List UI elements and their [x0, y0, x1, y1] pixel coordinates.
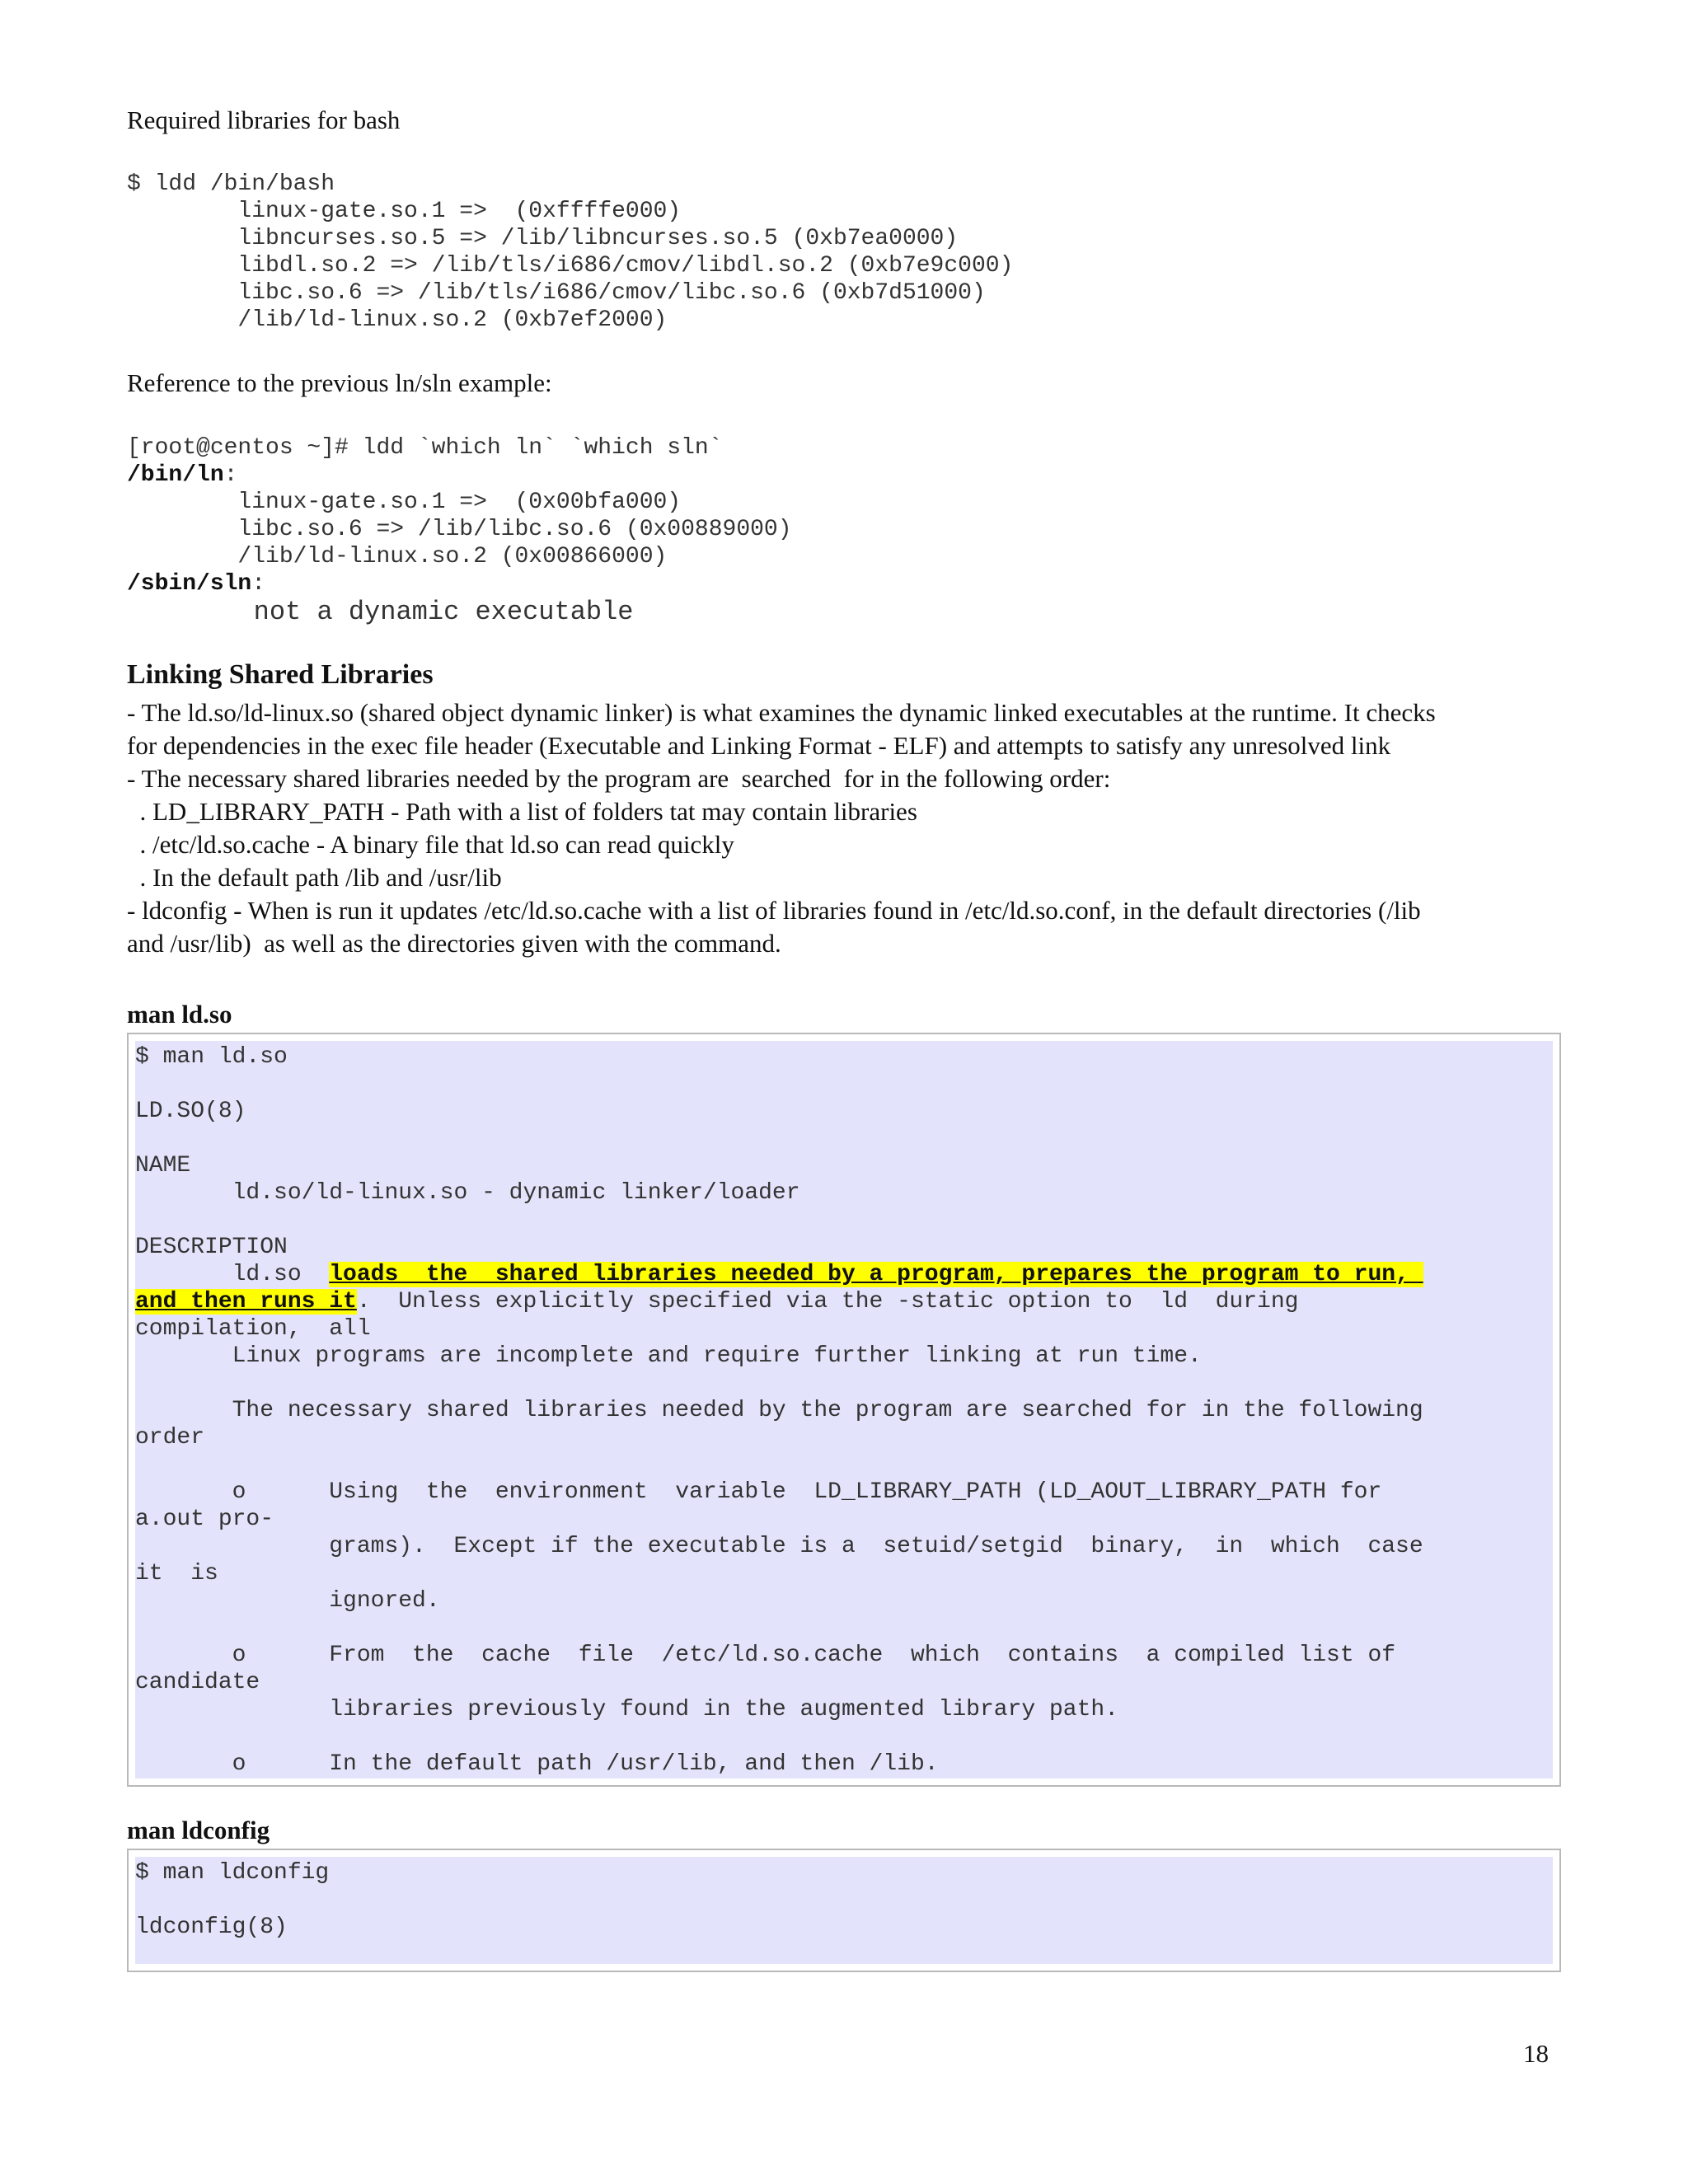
body-line-3: - The necessary shared libraries needed by the program are searched for in the following order: — [127, 764, 1111, 793]
sln-path-colon: : — [251, 571, 266, 597]
man-ldso-bottom-line-15: libraries previously found in the augmented library path. — [135, 1697, 1118, 1722]
man-ldso-description-line-2 — [135, 1288, 1298, 1315]
man-ldso-line-8: DESCRIPTION — [135, 1235, 288, 1260]
man-ldso-bottom-line-9: grams). Except if the executable is a setuid/setgid binary, in which case — [135, 1534, 1423, 1559]
man-ldso-bottom-line-4: The necessary shared libraries needed by the program are searched for in the following — [135, 1398, 1423, 1423]
man-ldconfig-title: man ldconfig — [127, 1816, 270, 1844]
man-ldso-bottom-line-14: candidate — [135, 1670, 260, 1695]
ldd-bash-line-6: /lib/ld-linux.so.2 (0xb7ef2000) — [127, 307, 668, 333]
man-ldso-bottom-line-17: o In the default path /usr/lib, and then /lib. — [135, 1751, 939, 1777]
man-ldconfig-line-1: $ man ldconfig — [135, 1860, 330, 1886]
ln-lib-line-3: /lib/ld-linux.so.2 (0x00866000) — [127, 544, 668, 569]
ln-path: /bin/ln — [127, 462, 224, 488]
body-line-1: - The ld.so/ld-linux.so (shared object dynamic linker) is what examines the dynamic linked executables at the runtime. It checks — [127, 698, 1436, 727]
ldd-bash-line-3: libncurses.so.5 => /lib/libncurses.so.5 (0xb7ea0000) — [127, 226, 959, 251]
ln-lib-line-1: linux-gate.so.1 => (0x00bfa000) — [127, 490, 682, 515]
ln-path-line — [127, 462, 237, 489]
man-ldso-bottom-line-2: Linux programs are incomplete and require further linking at run time. — [135, 1343, 1202, 1369]
description-rest: . Unless explicitly specified via the -static option to ld during — [356, 1289, 1299, 1315]
man-ldso-line-1: $ man ld.so — [135, 1044, 288, 1070]
ln-lib-line-2: libc.so.6 => /lib/libc.so.6 (0x00889000) — [127, 517, 792, 542]
man-ldso-line-3: LD.SO(8) — [135, 1099, 246, 1124]
body-line-6: . In the default path /lib and /usr/lib — [127, 863, 502, 892]
man-ldso-bottom-line-11: ignored. — [135, 1588, 440, 1614]
man-ldso-bottom-line-13: o From the cache file /etc/ld.so.cache which contains a compiled list of — [135, 1643, 1396, 1668]
section-heading: Linking Shared Libraries — [127, 659, 434, 690]
body-line-5: . /etc/ld.so.cache - A binary file that ld.so can read quickly — [127, 830, 734, 859]
sln-message: not a dynamic executable — [127, 597, 634, 627]
man-ldso-bottom-line-10: it is — [135, 1561, 218, 1586]
description-highlight-1: loads the shared libraries needed by a program, prepares the program to run, — [329, 1262, 1423, 1287]
man-ldso-bottom-line-1: compilation, all — [135, 1316, 371, 1342]
man-ldso-line-5: NAME — [135, 1153, 191, 1179]
bash-intro-text: Required libraries for bash — [127, 105, 401, 134]
man-ldso-description-line-1 — [135, 1261, 1423, 1288]
man-ldconfig-box — [127, 1849, 1561, 1972]
ln-path-colon: : — [223, 462, 238, 488]
man-ldso-bottom-line-7: o Using the environment variable LD_LIBRARY_PATH (LD_AOUT_LIBRARY_PATH for — [135, 1479, 1382, 1505]
description-prefix: ld.so — [135, 1262, 330, 1287]
body-line-7: - ldconfig - When is run it updates /etc/ld.so.cache with a list of libraries found in /etc/ld.so.conf, in the default directories (/lib — [127, 896, 1421, 925]
body-line-2: for dependencies in the exec file header (Executable and Linking Format - ELF) and attempts to satisfy any unresolved link — [127, 731, 1391, 760]
man-ldconfig-line-3: ldconfig(8) — [135, 1915, 288, 1940]
reference-intro-text: Reference to the previous ln/sln example: — [127, 368, 552, 397]
body-line-8: and /usr/lib) as well as the directories given with the command. — [127, 929, 781, 958]
sln-path-line — [127, 570, 265, 598]
description-highlight-2: and then runs it — [135, 1289, 357, 1315]
ldd-ln-command: [root@centos ~]# ldd `which ln` `which sln` — [127, 435, 723, 461]
ldd-bash-line-5: libc.so.6 => /lib/tls/i686/cmov/libc.so.6 (0xb7d51000) — [127, 280, 986, 306]
ldd-bash-line-2: linux-gate.so.1 => (0xffffe000) — [127, 199, 682, 224]
man-ldso-line-6: ld.so/ld-linux.so - dynamic linker/loader — [135, 1180, 800, 1206]
page-number: 18 — [1523, 2039, 1549, 2068]
man-ldso-title: man ld.so — [127, 1000, 232, 1029]
ldd-bash-line-4: libdl.so.2 => /lib/tls/i686/cmov/libdl.so.2 (0xb7e9c000) — [127, 253, 1014, 279]
ldd-bash-line-1: $ ldd /bin/bash — [127, 171, 335, 197]
man-ldso-bottom-line-8: a.out pro- — [135, 1507, 274, 1532]
man-ldconfig-background — [135, 1857, 1553, 1964]
man-ldso-bottom-line-5: order — [135, 1425, 205, 1451]
sln-path: /sbin/sln — [127, 571, 252, 597]
body-line-4: . LD_LIBRARY_PATH - Path with a list of folders tat may contain libraries — [127, 797, 917, 826]
